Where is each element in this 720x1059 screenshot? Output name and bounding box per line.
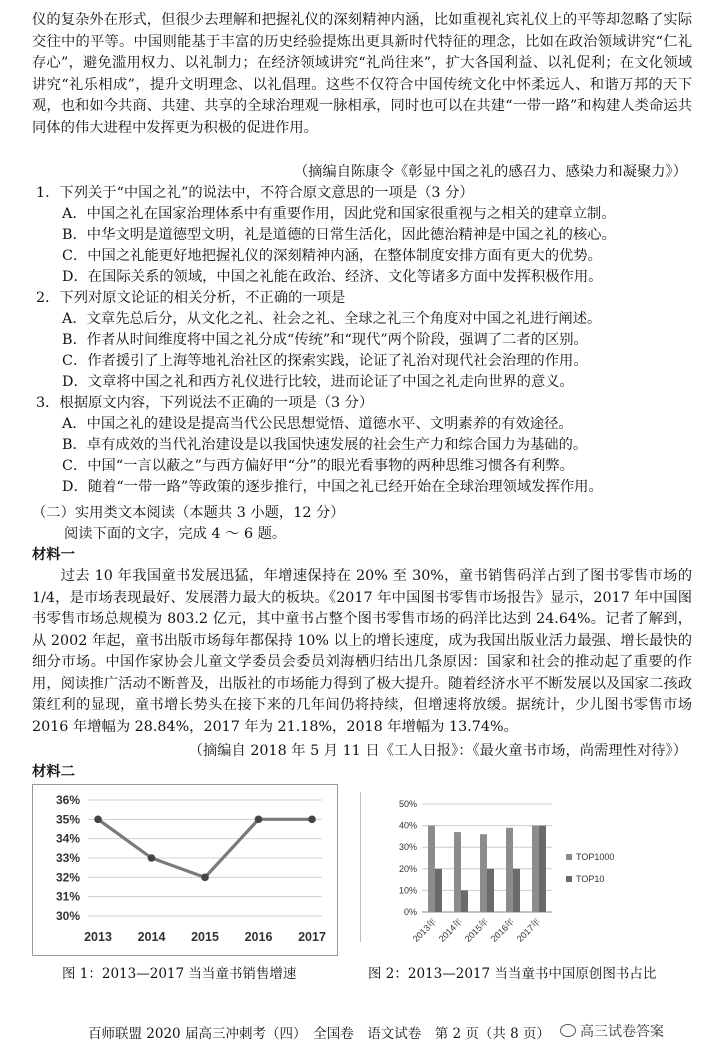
y-tick-label: 50% bbox=[398, 799, 417, 809]
question-3-stem: 3．根据原文内容，下列说法不正确的一项是（3 分） bbox=[36, 395, 374, 411]
x-tick-label: 2015年 bbox=[462, 916, 491, 944]
question-2-stem: 2．下列对原文论证的相关分析，不正确的一项是 bbox=[36, 290, 346, 306]
passage-source: （摘编自陈康令《彰显中国之礼的感召力、感染力和凝聚力》） bbox=[293, 164, 687, 180]
x-tick-label: 2015 bbox=[191, 930, 219, 944]
data-point bbox=[255, 816, 263, 824]
legend-label: TOP1000 bbox=[576, 852, 615, 862]
x-tick-label: 2013 bbox=[84, 930, 112, 944]
bar-top1000 bbox=[454, 832, 461, 912]
legend-swatch bbox=[566, 854, 572, 860]
question-1-option-d: D．在国际关系的领域，中国之礼能在政治、经济、文化等诸多方面中发挥积极作用。 bbox=[62, 269, 603, 285]
data-point bbox=[201, 874, 209, 882]
y-tick-label: 31% bbox=[55, 889, 80, 904]
y-tick-label: 30% bbox=[55, 909, 80, 923]
data-point bbox=[94, 816, 102, 824]
legend-label: TOP10 bbox=[576, 874, 605, 884]
question-1-option-b: B．中华文明是道德型文明，礼是道德的日常生活化，因此德治精神是中国之礼的核心。 bbox=[62, 227, 616, 243]
question-1-option-a: A．中国之礼在国家治理体系中有重要作用，因此党和国家很重视与之相关的建章立制。 bbox=[62, 206, 616, 222]
question-1-option-c: C．中国之礼能更好地把握礼仪的深刻精神内涵，在整体制度安排方面有更大的优势。 bbox=[62, 248, 602, 264]
question-3-option-b: B．卓有成效的当代礼治建设是以我国快速发展的社会生产力和综合国力为基础的。 bbox=[62, 437, 588, 453]
section-heading: （二）实用类文本阅读（本题共 3 小题，12 分） bbox=[32, 505, 345, 521]
y-tick-label: 33% bbox=[55, 851, 80, 865]
bar-top1000 bbox=[506, 828, 513, 912]
line-chart-sales-growth bbox=[32, 784, 338, 956]
x-tick-label: 2017年 bbox=[514, 916, 543, 944]
material-1-label: 材料一 bbox=[32, 547, 75, 563]
material-2-label: 材料二 bbox=[32, 764, 75, 780]
watermark bbox=[560, 1021, 664, 1041]
legend-swatch bbox=[566, 876, 572, 882]
bar-top10 bbox=[539, 826, 546, 912]
y-tick-label: 32% bbox=[55, 870, 80, 885]
question-2-option-a: A．文章先总后分，从文化之礼、社会之礼、全球之礼三个角度对中国之礼进行阐述。 bbox=[62, 311, 602, 327]
bar-top10 bbox=[435, 869, 442, 912]
page-footer: 百师联盟 2020 届高三冲刺考（四） 全国卷 语文试卷 第 2 页（共 8 页） bbox=[88, 1026, 551, 1042]
y-tick-label: 34% bbox=[55, 831, 80, 846]
question-2-option-d: D．文章将中国之礼和西方礼仪进行比较，进而论证了中国之礼走向世界的意义。 bbox=[62, 374, 574, 390]
x-tick-label: 2014年 bbox=[436, 916, 465, 944]
data-point bbox=[148, 854, 156, 862]
bar-top1000 bbox=[428, 826, 435, 912]
y-tick-label: 10% bbox=[398, 885, 417, 896]
x-tick-label: 2016年 bbox=[488, 916, 517, 944]
y-tick-label: 35% bbox=[55, 812, 80, 827]
y-tick-label: 40% bbox=[398, 820, 417, 831]
bar-top10 bbox=[487, 869, 494, 912]
question-1-stem: 1．下列关于“中国之礼”的说法中，不符合原文意思的一项是（3 分） bbox=[36, 185, 474, 201]
question-3-option-a: A．中国之礼的建设是提高当代公民思想觉悟、道德水平、文明素养的有效途径。 bbox=[62, 416, 573, 432]
x-tick-label: 2017 bbox=[298, 930, 326, 944]
figure-1-caption: 图 1：2013—2017 当当童书销售增速 bbox=[62, 966, 297, 982]
y-tick-label: 30% bbox=[398, 842, 417, 853]
question-3-option-d: D．随着“一带一路”等政策的逐步推行，中国之礼已经开始在全球治理领域发挥作用。 bbox=[62, 479, 603, 495]
x-tick-label: 2013年 bbox=[410, 916, 439, 944]
question-3-option-c: C．中国“一言以蔽之”与西方偏好甲“分”的眼光看事物的两种思维习惯各有利弊。 bbox=[62, 458, 574, 474]
passage-text: 仪的复杂外在形式，但很少去理解和把握礼仪的深刻精神内涵，比如重视礼宾礼仪上的平等却忽略了实际交往中的平等。中国则能基于丰富的历史经验提炼出更具新时代特征的理念，比如在政治领域讲究“仁礼存心”，避免滥用权力、以礼制力；在经济领域讲究“礼尚往来”，扩大各国利益、以礼促利；在文化领域讲究“礼乐相成”，提升文明理念、以礼倡理。这些不仅符合中国传统文化中怀柔远人、和谐万邦的天下观，也和如今共商、共建、共享的全球治理观一脉相承，同时也可以在共建“一带一路”和构建人类命运共同体的伟大进程中发挥更为积极的促进作用。 bbox=[32, 12, 692, 136]
bar-chart-original-share bbox=[360, 792, 660, 960]
x-tick-label: 2014 bbox=[137, 930, 166, 944]
y-tick-label: 20% bbox=[398, 863, 417, 874]
material-1-source: （摘编自 2018 年 5 月 11 日《工人日报》：《最火童书市场，尚需理性对待》） bbox=[188, 743, 687, 759]
watermark-text: 高三试卷答案 bbox=[580, 1024, 664, 1040]
bar-top10 bbox=[461, 890, 468, 912]
material-1-text: 过去 10 年我国童书发展迅猛，年增速保持在 20% 至 30%，童书销售码洋占到了图书零售市场的 1/4，是市场表现最好、发展潜力最大的板块。《2017 年中国图书零售市场报告》显示，2017 年中国图书零售市场总规模为 803.2 亿元，其中童书占整个图书零售市场的码洋比达到 24.64%。记者了解到，从 2002 年起，童书出版市场每年都保持 10% 以上的增长速度，成为我国出版业活力最强、增长最快的细分市场。中国作家协会儿童文学委员会委员刘海栖归结出几条原因：国家和社会的推动起了重要的作用，阅读推广活动不断普及，出版社的市场能力得到了极大提升。随着经济水平不断发展以及国家二孩政策红利的显现，童书增长势头在接下来的几年间仍将持续，但增速将放缓。据统计，少儿图书零售市场 2016 年增幅为 28.84%，2017 年为 21.18%，2018 年增幅为 13.74%。 bbox=[32, 568, 692, 735]
x-tick-label: 2016 bbox=[244, 930, 273, 944]
bar-top1000 bbox=[480, 834, 487, 912]
y-tick-label: 36% bbox=[55, 793, 80, 807]
y-tick-label: 0% bbox=[403, 907, 417, 917]
section-instruction: 阅读下面的文字，完成 4 ～ 6 题。 bbox=[64, 526, 287, 542]
question-2-option-b: B．作者从时间维度将中国之礼分成“传统”和“现代”两个阶段，强调了二者的区别。 bbox=[62, 332, 588, 348]
figure-2-caption: 图 2：2013—2017 当当童书中国原创图书占比 bbox=[368, 966, 657, 982]
question-2-option-c: C．作者援引了上海等地礼治社区的探索实践，论证了礼治对现代社会治理的作用。 bbox=[62, 353, 588, 369]
bar-top1000 bbox=[532, 826, 539, 912]
wechat-icon bbox=[560, 1024, 576, 1037]
bar-top10 bbox=[513, 869, 520, 912]
data-point bbox=[308, 816, 316, 824]
